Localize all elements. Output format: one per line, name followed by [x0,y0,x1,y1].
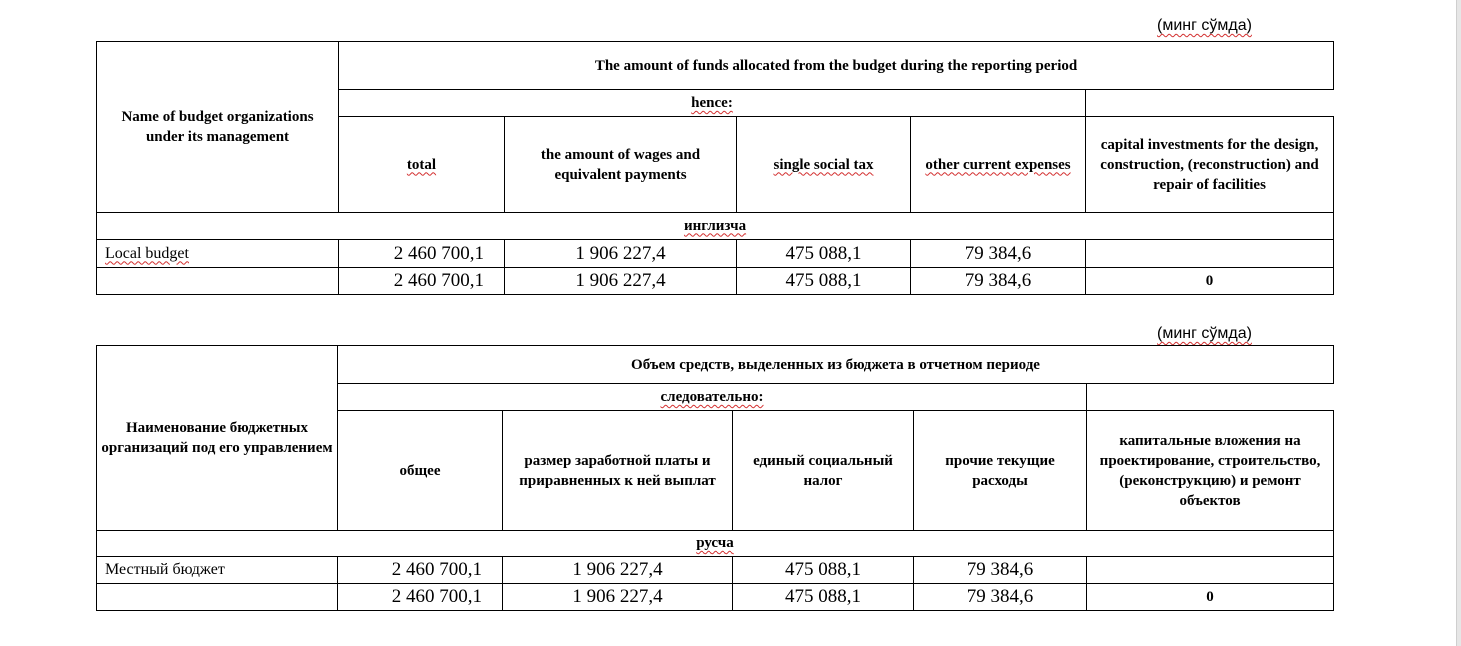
social-tax-cell: 475 088,1 [733,584,914,611]
row-name [97,268,339,295]
total-cell: 2 460 700,1 [339,240,505,268]
other-expenses-cell: 79 384,6 [914,584,1087,611]
total-column-header: общее [338,411,503,531]
wages-cell: 1 906 227,4 [505,240,737,268]
funds-header: The amount of funds allocated from the budget during the reporting period [339,42,1334,90]
social-tax-cell: 475 088,1 [737,240,911,268]
social-tax-column-header: single social tax [737,117,911,213]
other-expenses-cell: 79 384,6 [911,240,1086,268]
funds-header: Объем средств, выделенных из бюджета в отчетном периоде [338,346,1334,384]
budget-table-en [96,41,1334,295]
other-expenses-column-header: прочие текущие расходы [914,411,1087,531]
wages-cell: 1 906 227,4 [503,584,733,611]
social-tax-column-header: единый социальный налог [733,411,914,531]
table-row [97,268,1334,295]
social-tax-cell: 475 088,1 [737,268,911,295]
name-column-header: Name of budget organizations under its management [97,42,339,213]
capital-column-header: capital investments for the design, construction, (reconstruction) and repair of facilities [1086,117,1334,213]
capital-cell [1087,557,1334,584]
unit-label-en: (минг сўмда) [1157,17,1252,34]
capital-cell [1086,240,1334,268]
other-expenses-column-header: other current expenses [911,117,1086,213]
row-name [97,584,338,611]
total-cell: 2 460 700,1 [339,268,505,295]
capital-column-header: капитальные вложения на проектирование, строительство, (реконструкцию) и ремонт объектов [1087,411,1334,531]
wages-column-header: the amount of wages and equivalent payments [505,117,737,213]
capital-cell: 0 [1087,584,1334,611]
name-column-header: Наименование бюджетных организаций под его управлением [97,346,338,531]
social-tax-cell: 475 088,1 [733,557,914,584]
table-row [97,584,1334,611]
hence-header: следовательно: [338,384,1087,411]
total-column-header: total [339,117,505,213]
other-expenses-cell: 79 384,6 [914,557,1087,584]
row-name: Local budget [97,240,339,268]
section-label: инглизча [97,213,1334,240]
table-row [97,557,1334,584]
total-cell: 2 460 700,1 [338,584,503,611]
section-label: русча [97,531,1334,557]
wages-column-header: размер заработной платы и приравненных к ней выплат [503,411,733,531]
table-row [97,240,1334,268]
budget-table-ru [96,345,1334,611]
total-cell: 2 460 700,1 [338,557,503,584]
page-edge [1456,0,1461,646]
capital-cell: 0 [1086,268,1334,295]
unit-label-ru: (минг сўмда) [1157,325,1252,342]
hence-header: hence: [339,90,1086,117]
other-expenses-cell: 79 384,6 [911,268,1086,295]
wages-cell: 1 906 227,4 [503,557,733,584]
row-name: Местный бюджет [97,557,338,584]
wages-cell: 1 906 227,4 [505,268,737,295]
